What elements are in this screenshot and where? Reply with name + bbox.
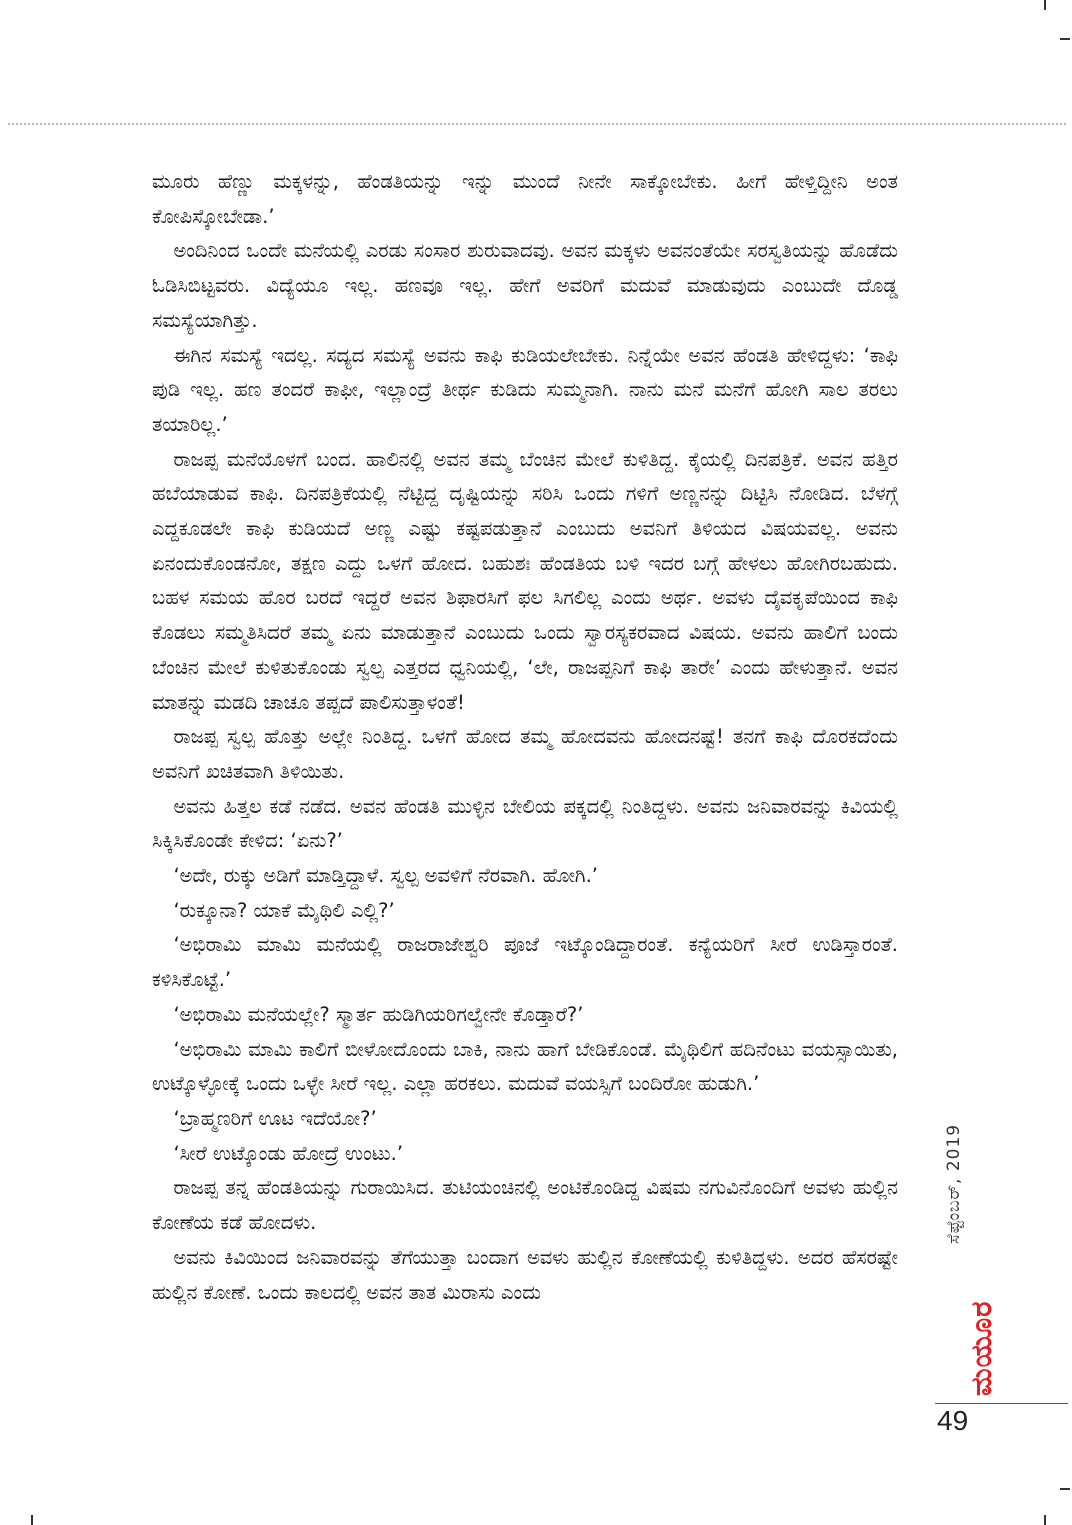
magazine-logo: ಮಯೂರ <box>964 1300 998 1396</box>
crop-mark-bottom-left <box>31 1515 33 1525</box>
paragraph: ‘ಅಭಿರಾಮಿ ಮಾಮಿ ಮನೆಯಲ್ಲಿ ರಾಜರಾಜೇಶ್ವರಿ ಪೂಜೆ ಇಟ್ಕೊಂಡಿದ್ದಾರಂತೆ. ಕನ್ಯೆಯರಿಗೆ ಸೀರೆ ಉಡಿಸ್ತಾರಂತೆ. ಕಳಿಸಿಕೊಟ್ಟೆ.’ <box>152 933 898 992</box>
crop-mark-bottom-right <box>1044 1515 1046 1525</box>
paragraph: ಅವನು ಹಿತ್ತಲ ಕಡೆ ನಡೆದ. ಅವನ ಹೆಂಡತಿ ಮುಳ್ಳಿನ ಬೇಲಿಯ ಪಕ್ಕದಲ್ಲಿ ನಿಂತಿದ್ದಳು. ಅವನು ಜನಿವಾರವನ್ನು ಕಿವಿಯಲ್ಲಿ ಸಿಕ್ಕಿಸಿಕೊಂಡೇ ಕೇಳಿದ: ‘ಏನು?’ <box>152 794 898 853</box>
issue-date: ಸೆಪ್ಟೆಂಬರ್, 2019 <box>944 1123 964 1244</box>
page-number: 49 <box>937 1405 969 1436</box>
paragraph: ಅವನು ಕಿವಿಯಿಂದ ಜನಿವಾರವನ್ನು ತೆಗೆಯುತ್ತಾ ಬಂದಾಗ ಅವಳು ಹುಲ್ಲಿನ ಕೋಣೆಯಲ್ಲಿ ಕುಳಿತಿದ್ದಳು. ಅದರ ಹೆಸರಷ್ಟೇ ಹುಲ್ಲಿನ ಕೋಣೆ. ಒಂದು ಕಾಲದಲ್ಲಿ ಅವನ ತಾತ ಮಿರಾಸು ಎಂದು <box>152 1245 898 1304</box>
paragraph: ರಾಜಪ್ಪ ಮನೆಯೊಳಗೆ ಬಂದ. ಹಾಲಿನಲ್ಲಿ ಅವನ ತಮ್ಮ ಬೆಂಚಿನ ಮೇಲೆ ಕುಳಿತಿದ್ದ. ಕೈಯಲ್ಲಿ ದಿನಪತ್ರಿಕೆ. ಅವನ ಹತ್ತಿರ ಹಬೆಯಾಡುವ ಕಾಫಿ. ದಿನಪತ್ರಿಕೆಯಲ್ಲಿ ನೆಟ್ಟಿದ್ದ ದೃಷ್ಟಿಯನ್ನು ಸರಿಸಿ ಒಂದು ಗಳಿಗೆ ಅಣ್ಣನನ್ನು ದಿಟ್ಟಿಸಿ ನೋಡಿದ. ಬೆಳಗ್ಗೆ ಎದ್ದಕೂಡಲೇ ಕಾಫಿ ಕುಡಿಯದೆ ಅಣ್ಣ ಎಷ್ಟು ಕಷ್ಟಪಡುತ್ತಾನೆ ಎಂಬುದು ಅವನಿಗೆ ತಿಳಿಯದ ವಿಷಯವಲ್ಲ. ಅವನು ಏನಂದುಕೊಂಡನೋ, ತಕ್ಷಣ ಎದ್ದು ಒಳಗೆ ಹೋದ. ಬಹುಶಃ ಹೆಂಡತಿಯ ಬಳಿ ಇದರ ಬಗ್ಗೆ ಹೇಳಲು ಹೋಗಿರಬಹುದು. ಬಹಳ ಸಮಯ ಹೊರ ಬರದೆ ಇದ್ದರೆ ಅವನ ಶಿಫಾರಸಿಗೆ ಫಲ ಸಿಗಲಿಲ್ಲ ಎಂದು ಅರ್ಥ. ಅವಳು ದೈವಕೃಪೆಯಿಂದ ಕಾಫಿ ಕೊಡಲು ಸಮ್ಮತಿಸಿದರೆ ತಮ್ಮ ಏನು ಮಾಡುತ್ತಾನೆ ಎಂಬುದು ಒಂದು ಸ್ವಾರಸ್ಯಕರವಾದ ವಿಷಯ. ಅವನು ಹಾಲಿಗೆ ಬಂದು ಬೆಂಚಿನ ಮೇಲೆ ಕುಳಿತುಕೊಂಡು ಸ್ವಲ್ಪ ಎತ್ತರದ ಧ್ವನಿಯಲ್ಲಿ, ‘ಲೇ, ರಾಜಪ್ಪನಿಗೆ ಕಾಫಿ ತಾರೇ’ ಎಂದು ಹೇಳುತ್ತಾನೆ. ಅವನ ಮಾತನ್ನು ಮಡದಿ ಚಾಚೂ ತಪ್ಪದೆ ಪಾಲಿಸುತ್ತಾಳಂತೆ! <box>152 447 898 714</box>
paragraph: ರಾಜಪ್ಪ ತನ್ನ ಹೆಂಡತಿಯನ್ನು ಗುರಾಯಿಸಿದ. ತುಟಿಯಂಚಿನಲ್ಲಿ ಅಂಟಿಕೊಂಡಿದ್ದ ವಿಷಮ ನಗುವಿನೊಂದಿಗೆ ಅವಳು ಹುಲ್ಲಿನ ಕೋಣೆಯ ಕಡೆ ಹೋದಳು. <box>152 1176 898 1235</box>
paragraph: ಈಗಿನ ಸಮಸ್ಯೆ ಇದಲ್ಲ. ಸದ್ಯದ ಸಮಸ್ಯೆ ಅವನು ಕಾಫಿ ಕುಡಿಯಲೇಬೇಕು. ನಿನ್ನೆಯೇ ಅವನ ಹೆಂಡತಿ ಹೇಳಿದ್ದಳು: ‘ಕಾಫಿ ಪುಡಿ ಇಲ್ಲ. ಹಣ ತಂದರೆ ಕಾಫೀ, ಇಲ್ಲಾಂದ್ರೆ ತೀರ್ಥ ಕುಡಿದು ಸುಮ್ಮನಾಗಿ. ನಾನು ಮನೆ ಮನೆಗೆ ಹೋಗಿ ಸಾಲ ತರಲು ತಯಾರಿಲ್ಲ.’ <box>152 343 898 436</box>
paragraph: ‘ಅಭಿರಾಮಿ ಮನೆಯಲ್ಲೇ? ಸ್ಮಾರ್ತ ಹುಡಿಗಿಯರಿಗಲ್ವೇನೇ ಕೊಡ್ತಾರೆ?’ <box>173 1002 584 1026</box>
crop-mark-top-right-h <box>1060 38 1070 40</box>
paragraph: ‘ಸೀರೆ ಉಟ್ಕೊಂಡು ಹೋದ್ರೆ ಉಂಟು.’ <box>173 1141 404 1165</box>
crop-mark-top-right <box>1044 0 1046 10</box>
footer-rule <box>935 1403 1068 1404</box>
paragraph: ‘ಬ್ರಾಹ್ಮಣರಿಗೆ ಊಟ ಇದೆಯೋ?’ <box>173 1106 377 1130</box>
article-body <box>152 165 898 1310</box>
crop-mark-bottom-right-h <box>1060 1488 1070 1490</box>
paragraph: ಅಂದಿನಿಂದ ಒಂದೇ ಮನೆಯಲ್ಲಿ ಎರಡು ಸಂಸಾರ ಶುರುವಾದವು. ಅವನ ಮಕ್ಕಳು ಅವನಂತೆಯೇ ಸರಸ್ವತಿಯನ್ನು ಹೊಡೆದು ಓಡಿಸಿಬಿಟ್ಟವರು. ವಿದ್ಯೆಯೂ ಇಲ್ಲ. ಹಣವೂ ಇಲ್ಲ. ಹೇಗೆ ಅವರಿಗೆ ಮದುವೆ ಮಾಡುವುದು ಎಂಬುದೇ ದೊಡ್ಡ ಸಮಸ್ಯೆಯಾಗಿತ್ತು. <box>152 239 898 332</box>
paragraph: ‘ಅಭಿರಾಮಿ ಮಾಮಿ ಕಾಲಿಗೆ ಬೀಳೋದೊಂದು ಬಾಕಿ, ನಾನು ಹಾಗೆ ಬೇಡಿಕೊಂಡೆ. ಮೈಥಿಲಿಗೆ ಹದಿನೆಂಟು ವಯಸ್ಸಾಯಿತು, ಉಟ್ಕೊಳ್ಳೋಕ್ಕೆ ಒಂದು ಒಳ್ಳೇ ಸೀರೆ ಇಲ್ಲ. ಎಲ್ಲಾ ಹರಕಲು. ಮದುವೆ ವಯಸ್ಸಿಗೆ ಬಂದಿರೋ ಹುಡುಗಿ.’ <box>152 1037 898 1096</box>
paragraph: ರಾಜಪ್ಪ ಸ್ವಲ್ಪ ಹೊತ್ತು ಅಲ್ಲೇ ನಿಂತಿದ್ದ. ಒಳಗೆ ಹೋದ ತಮ್ಮ ಹೋದವನು ಹೋದನಷ್ಟೆ! ತನಗೆ ಕಾಫಿ ದೊರಕದೆಂದು ಅವನಿಗೆ ಖಚಿತವಾಗಿ ತಿಳಿಯಿತು. <box>152 725 898 783</box>
paragraph: ‘ರುಕ್ಕೂನಾ? ಯಾಕೆ ಮೈಥಿಲಿ ಎಲ್ಲಿ?’ <box>173 898 395 922</box>
paragraph: ‘ಅದೇ, ರುಕ್ಕು ಅಡಿಗೆ ಮಾಡ್ತಿದ್ದಾಳೆ. ಸ್ವಲ್ಪ ಅವಳಿಗೆ ನೆರವಾಗಿ. ಹೋಗಿ.’ <box>173 864 598 888</box>
paragraph: ಮೂರು ಹೆಣ್ಣು ಮಕ್ಕಳನ್ನು, ಹೆಂಡತಿಯನ್ನು ಇನ್ನು ಮುಂದೆ ನೀನೇ ಸಾಕ್ಕೋಬೇಕು. ಹೀಗೆ ಹೇಳ್ತಿದ್ದೀನಿ ಅಂತ ಕೋಪಿಸ್ಕೋಬೇಡಾ.’ <box>152 170 898 228</box>
header-dotted-rule <box>8 123 1066 125</box>
